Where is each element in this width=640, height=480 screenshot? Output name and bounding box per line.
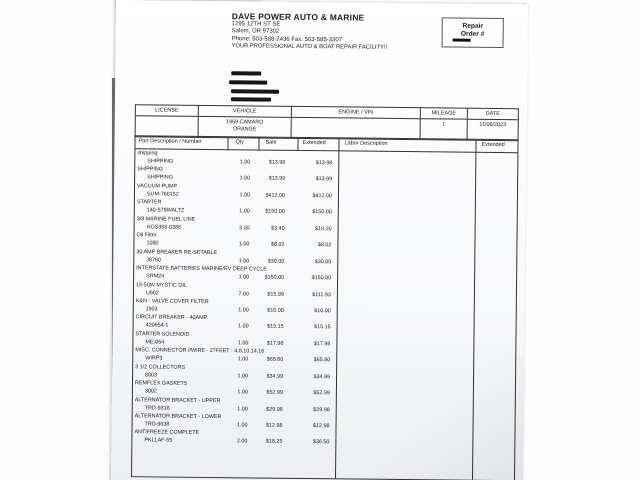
vehicle-model: 1969 CAMARO <box>226 119 264 126</box>
redacted-customer-phone <box>231 97 271 101</box>
quantity: 1.00 <box>238 241 250 248</box>
sale-price: $12.98 <box>266 422 283 429</box>
quantity: 1.00 <box>239 159 251 166</box>
extended-price: $17.98 <box>313 340 331 348</box>
vehicle-label: VEHICLE <box>199 106 291 118</box>
sale-price: $10.00 <box>267 307 284 314</box>
engine-vin-label: ENGINE / VIN <box>292 107 420 119</box>
extended-header: Extended <box>302 139 326 147</box>
extended-price: $52.99 <box>313 390 330 397</box>
part-description: K&N - VALVE COVER FILTER <box>135 298 209 305</box>
quantity: 1.00 <box>238 323 249 330</box>
sale-price: $13.99 <box>268 176 286 183</box>
extended-price: $13.98 <box>315 160 333 167</box>
labor-extended-header: Extended <box>481 141 505 149</box>
quantity: 1.00 <box>238 307 249 314</box>
part-description: ANTIFREEZE COMPLETE <box>134 429 200 437</box>
qty-header: Qty <box>235 139 245 146</box>
part-description: ALTERNATOR BRACKET - LOWER <box>134 413 222 421</box>
part-number: 420654-1 <box>145 322 169 329</box>
quantity: 1.00 <box>237 356 249 363</box>
sale-column-divider <box>258 138 259 151</box>
quantity: 3.00 <box>239 225 250 232</box>
order-label: Order # <box>460 30 485 38</box>
sale-price: $8.02 <box>270 241 285 248</box>
extended-price: $412.00 <box>312 192 332 200</box>
part-number: ME-064 <box>145 339 165 346</box>
part-number: SHIPPING <box>147 158 174 165</box>
shop-header <box>231 11 387 52</box>
extended-price: $8.02 <box>317 242 332 249</box>
part-rows <box>134 150 349 448</box>
extended-price: $12.98 <box>313 423 330 430</box>
quantity: 1.00 <box>237 340 249 347</box>
part-description: shipping <box>137 150 158 157</box>
extended-price: $111.93 <box>312 291 331 298</box>
sale-price: $29.98 <box>266 406 283 413</box>
sale-price: $150.00 <box>265 208 285 216</box>
extended-price: $36.50 <box>312 439 330 446</box>
sale-price: $17.98 <box>266 340 284 347</box>
part-number: 140-579WALTZ <box>146 207 185 215</box>
part-description: 15-50W MYSTIC OIL <box>135 281 187 289</box>
sale-price: $15.15 <box>267 323 284 331</box>
vehicle-cell <box>199 106 292 138</box>
sale-price: $18.25 <box>265 439 283 446</box>
extended-price: $10.00 <box>314 308 331 315</box>
license-cell <box>136 105 199 137</box>
part-number: U902 <box>145 289 159 296</box>
quantity: 1.00 <box>238 257 250 265</box>
mileage-label: MILEAGE <box>421 108 467 119</box>
redacted-order-number <box>453 39 471 42</box>
sale-price: $34.99 <box>266 373 284 380</box>
mileage-value: 1 <box>442 121 446 128</box>
part-number: SRM24 <box>146 273 165 280</box>
license-label: LICENSE <box>136 105 198 117</box>
date-value: 11/08/2023 <box>479 121 507 129</box>
quantity: 2.00 <box>236 438 248 445</box>
part-number: WIRP3 <box>145 355 163 362</box>
part-description: STARTER SOLENOID <box>135 331 190 338</box>
shop-tagline: YOUR PROFESSIONAL AUTO & BOAT REPAIR FACILITY!! <box>231 43 388 52</box>
part-description: 30 AMP BREAKER RE-SETABLE <box>136 248 218 256</box>
sale-header: Sale <box>265 139 277 146</box>
quantity: 1.00 <box>239 192 250 199</box>
sale-price: $150.00 <box>264 274 285 281</box>
part-number: J8760 <box>146 256 161 264</box>
part-description: REMFLEX GASKETS <box>134 380 188 387</box>
part-number: J903 <box>145 306 158 313</box>
redacted-customer-city <box>231 89 279 94</box>
part-description: Oil Filter <box>136 232 157 239</box>
quantity: 1.00 <box>238 274 250 281</box>
extended-price: $15.15 <box>314 324 331 331</box>
repair-label: Repair <box>462 22 484 30</box>
sale-price: $13.98 <box>268 159 286 166</box>
quantity: 1.00 <box>237 389 248 396</box>
quantity: 1.00 <box>237 372 249 380</box>
date-cell <box>468 109 518 141</box>
extended-price: $30.00 <box>314 258 332 265</box>
extended-price: $34.99 <box>313 373 331 380</box>
redacted-customer-name <box>231 71 261 75</box>
sale-price: $52.99 <box>266 389 283 396</box>
part-description: CIRCUIT BREAKER - 40AMP <box>135 314 208 322</box>
quantity: 1.00 <box>237 422 248 429</box>
labor-extended-column-divider <box>472 140 477 480</box>
quantity: 7.00 <box>238 290 249 297</box>
sale-price: $3.40 <box>271 225 285 232</box>
shop-city: Salem, OR 97302 <box>231 28 280 36</box>
line-items-table <box>131 135 519 480</box>
engine-vin-cell <box>292 107 421 139</box>
part-description: 3 1/2 COLLECTORS <box>135 363 186 371</box>
quantity: 1.00 <box>239 175 251 182</box>
part-description: STARTER <box>136 199 162 206</box>
repair-order-box <box>442 17 504 48</box>
part-number: 1080 <box>146 240 159 247</box>
extended-price: $13.99 <box>315 176 333 183</box>
part-number: 3002 <box>144 388 157 395</box>
part-description: SHIPPING <box>137 166 164 173</box>
part-number: SHIPPING <box>147 174 173 182</box>
part-description: MISC. CONNECTOR //WIRE - 27FEET - 4,8,10,14,16 <box>135 347 265 355</box>
extended-price: $10.20 <box>315 225 332 233</box>
part-description: INTERSTATE BATTERIES MARINE/RV DEEP CYCLE <box>136 265 267 273</box>
extended-price: $65.80 <box>313 357 331 364</box>
vehicle-color: ORANGE <box>232 125 257 132</box>
part-description: ALTERNATOR BRACKET - UPPER <box>134 396 221 404</box>
part-number: PKLLAF-55 <box>144 437 173 445</box>
redacted-customer-address <box>229 80 267 84</box>
part-description: VACUUM PUMP <box>137 183 178 190</box>
quantity: 1.00 <box>239 208 250 215</box>
part-number: TRD-9318 <box>144 404 170 412</box>
date-label: DATE <box>468 109 518 121</box>
extended-price: $150.00 <box>312 209 332 216</box>
part-number: 8003 <box>145 372 158 379</box>
extended-column-divider <box>297 138 298 151</box>
labor-description-header: Labor Description <box>344 140 388 147</box>
shop-name: DAVE POWER AUTO & MARINE <box>231 11 365 23</box>
part-description: 3/8 MARINE FUEL LINE <box>136 215 196 223</box>
part-description-header: Part Description / Number <box>138 138 202 145</box>
extended-price: $29.98 <box>313 406 330 413</box>
part-number: HOS368-0386 <box>146 224 182 231</box>
mileage-cell <box>421 108 468 139</box>
sale-price: $15.99 <box>267 291 284 298</box>
table-row <box>134 430 346 449</box>
sale-price: $65.80 <box>266 356 284 364</box>
part-number: SUM-760152 <box>146 191 179 198</box>
sale-price: $30.00 <box>267 258 285 265</box>
extended-price: $150.00 <box>311 275 332 282</box>
shop-address: 1295 12TH ST SE <box>231 21 281 28</box>
invoice-document <box>111 0 528 480</box>
part-number: TRD-9638 <box>144 421 170 428</box>
quantity: 1.00 <box>237 405 248 412</box>
sale-price: $412.00 <box>265 192 285 199</box>
qty-column-divider <box>227 137 228 150</box>
shop-phone: Phone: 503-588-2436 Fax: 503-585-3307 <box>231 36 343 44</box>
